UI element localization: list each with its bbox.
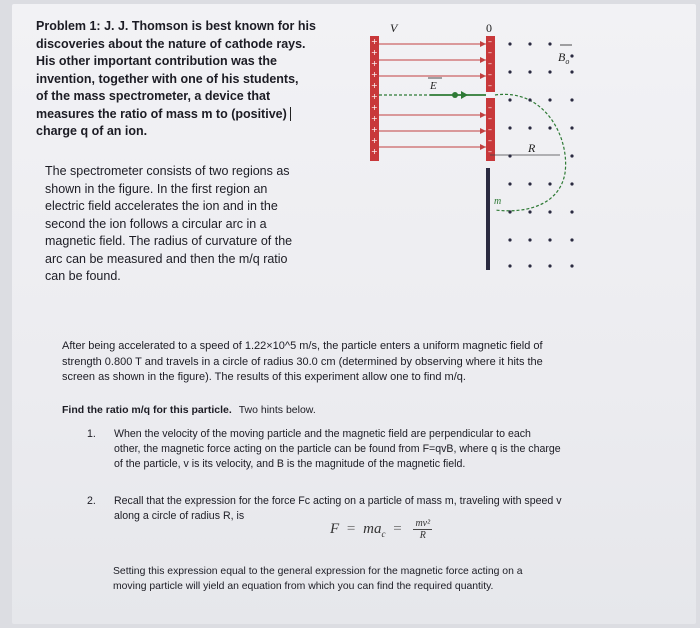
hint-line: When the velocity of the moving particle and the magnetic field are perpendicular to each bbox=[114, 428, 531, 440]
intro-line: of the mass spectrometer, a device that bbox=[36, 89, 271, 103]
svg-text:+: + bbox=[371, 81, 378, 90]
task-label: Find the ratio m/q for this particle. bbox=[62, 404, 232, 416]
task-hint-note: Two hints below. bbox=[238, 404, 316, 416]
ion-arrowhead bbox=[461, 91, 468, 99]
intro-paragraph bbox=[36, 18, 336, 141]
formula-lhs: F bbox=[330, 520, 340, 537]
ion bbox=[452, 92, 458, 98]
formula-fraction bbox=[413, 518, 432, 541]
left-plate-plus-signs bbox=[371, 37, 378, 156]
formula-eq-2: = bbox=[393, 520, 402, 537]
region-line: second the ion follows a circular arc in a bbox=[45, 216, 267, 231]
intro-line: discoveries about the nature of cathode rays. bbox=[36, 36, 306, 51]
svg-text:–: – bbox=[488, 136, 492, 145]
formula-eq-1: = bbox=[346, 520, 356, 537]
hint-line: of the particle, v is its velocity, and B is the magnitude of the magnetic field. bbox=[114, 458, 466, 470]
formula-denominator: R bbox=[419, 530, 426, 541]
task-line bbox=[62, 403, 316, 417]
region-line: arc can be measured and then the m/q ratio bbox=[45, 251, 288, 266]
spectrometer-diagram bbox=[360, 18, 600, 273]
svg-text:–: – bbox=[488, 70, 492, 79]
svg-text:–: – bbox=[488, 37, 492, 46]
svg-text:+: + bbox=[371, 136, 378, 145]
svg-text:–: – bbox=[488, 59, 492, 68]
svg-text:+: + bbox=[371, 70, 378, 79]
region-paragraph bbox=[45, 163, 345, 286]
svg-text:+: + bbox=[371, 147, 378, 156]
formula-middle-sub: c bbox=[381, 528, 386, 539]
detector-screen bbox=[486, 168, 490, 270]
intro-line: Problem 1: J. J. Thomson is best known for his bbox=[36, 19, 316, 33]
intro-line: invention, together with one of his students, bbox=[36, 71, 299, 86]
svg-text:+: + bbox=[371, 103, 378, 112]
given-line: strength 0.800 T and travels in a circle of radius 30.0 cm (determined by observing where it hits the bbox=[62, 355, 543, 368]
svg-text:+: + bbox=[371, 125, 378, 134]
region-line: The spectrometer consists of two regions as bbox=[45, 164, 290, 178]
closing-paragraph bbox=[113, 564, 633, 594]
hint-1-number: 1. bbox=[87, 428, 96, 440]
given-line: screen as shown in the figure). The results of this experiment allow one to find m/q. bbox=[62, 371, 466, 383]
exit-slit bbox=[486, 92, 495, 98]
label-e: E bbox=[430, 80, 437, 92]
region-line: shown in the figure. In the first region an bbox=[45, 181, 268, 196]
hint-line: other, the magnetic force acting on the particle can be found from F=qvB, where q is the charge bbox=[114, 443, 561, 455]
closing-line: moving particle will yield an equation from which you can find the required quantity. bbox=[113, 581, 494, 592]
region-line: electric field accelerates the ion and in the bbox=[45, 199, 278, 213]
svg-text:+: + bbox=[371, 48, 378, 57]
svg-text:–: – bbox=[488, 103, 492, 112]
hint-line: along a circle of radius R, is bbox=[114, 510, 245, 522]
svg-text:–: – bbox=[488, 81, 492, 90]
given-line: After being accelerated to a speed of 1.22×10^5 m/s, the particle enters a uniform magnetic field of bbox=[62, 340, 543, 352]
intro-line bbox=[36, 106, 336, 124]
svg-text:+: + bbox=[371, 92, 378, 101]
label-v: V bbox=[390, 21, 398, 35]
svg-text:–: – bbox=[488, 147, 492, 156]
region-line: magnetic field. The radius of curvature of the bbox=[45, 234, 293, 248]
hint-2-number: 2. bbox=[87, 495, 96, 507]
hint-line: Recall that the expression for the force Fc acting on a particle of mass m, traveling with speed v bbox=[114, 495, 562, 507]
closing-line: Setting this expression equal to the general expression for the magnetic force acting on a bbox=[113, 566, 523, 577]
svg-text:–: – bbox=[488, 114, 492, 123]
svg-text:–: – bbox=[488, 125, 492, 134]
region-line: can be found. bbox=[45, 269, 121, 283]
label-zero: 0 bbox=[486, 21, 492, 35]
svg-text:–: – bbox=[488, 48, 492, 57]
text-cursor bbox=[290, 107, 291, 121]
svg-text:+: + bbox=[371, 59, 378, 68]
label-b: $B_o$ bbox=[558, 50, 570, 66]
label-r: R bbox=[528, 141, 536, 155]
intro-line: His other important contribution was the bbox=[36, 54, 277, 68]
intro-line: charge q of an ion. bbox=[36, 124, 148, 138]
svg-text:+: + bbox=[371, 37, 378, 46]
svg-text:+: + bbox=[371, 114, 378, 123]
formula-numerator: mv² bbox=[415, 518, 431, 529]
intro-line-text: measures the ratio of mass m to (positive) bbox=[36, 106, 287, 121]
formula-middle: ma bbox=[363, 520, 382, 537]
centripetal-force-formula bbox=[330, 518, 432, 541]
label-m: m bbox=[494, 196, 502, 207]
given-values-paragraph bbox=[62, 339, 642, 386]
hint-1-text bbox=[114, 427, 561, 472]
